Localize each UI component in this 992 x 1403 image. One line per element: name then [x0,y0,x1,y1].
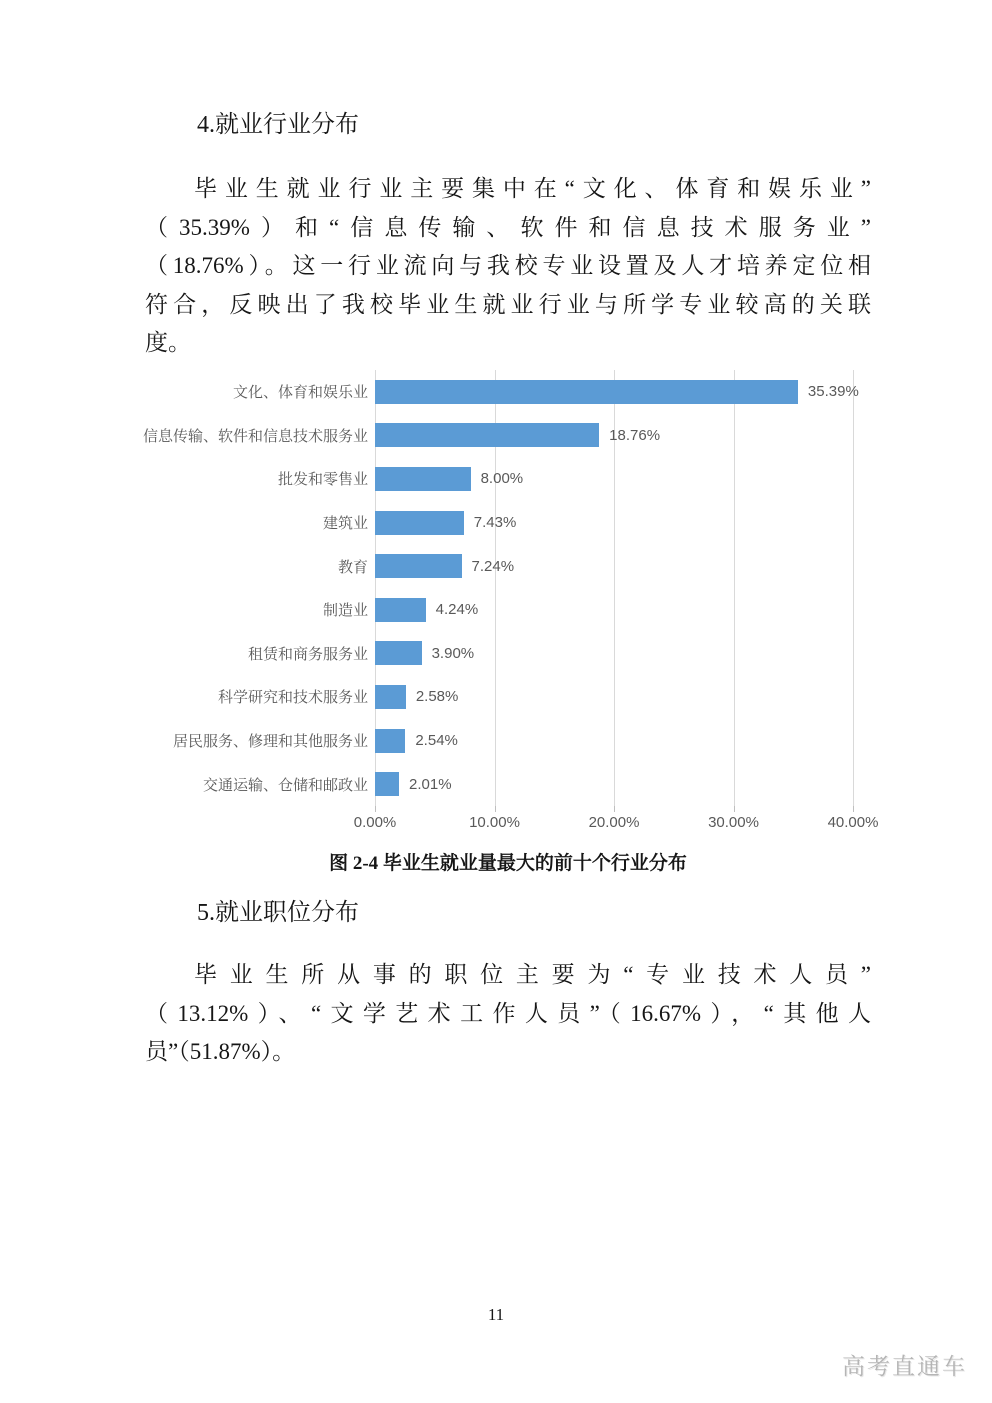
chart-caption: 图 2-4 毕业生就业量最大的前十个行业分布 [329,852,687,874]
paragraph-line: （35.39%）和“信息传输、软件和信息技术服务业” [145,214,871,240]
chart-category-label: 租赁和商务服务业 [247,645,368,663]
chart-category-label: 科学研究和技术服务业 [217,689,368,707]
section-4-paragraph [145,170,871,363]
chart-bar [375,380,798,404]
watermark: 高考直通车 [842,1353,967,1379]
chart-bar-area [375,414,992,458]
chart-value-label: 2.58% [415,688,459,706]
chart-value-label: 18.76% [609,426,661,444]
paragraph-line: （13.12%）、“文学艺术工作人员”（16.67%），“其他人 [145,1000,871,1026]
chart-category-label: 文化、体育和娱乐业 [232,384,368,402]
chart-bar [375,729,405,753]
chart-bar [375,511,464,535]
chart-axis-tick-label: 40.00% [827,813,879,831]
paragraph-line: 度。 [145,330,191,356]
chart-bar-area [375,544,992,588]
chart-category-label: 批发和零售业 [277,471,368,489]
chart-row [0,762,992,806]
chart-bar-area [375,762,992,806]
chart-row [0,544,992,588]
section-4-heading: 4.就业行业分布 [197,112,359,138]
page-number: 11 [487,1305,505,1324]
chart-category-label: 建筑业 [322,515,368,533]
chart-category-label: 交通运输、仓储和邮政业 [202,776,368,794]
chart-row [0,457,992,501]
chart-value-label: 35.39% [807,383,859,401]
chart-bar-area [375,632,992,676]
chart-value-label: 7.24% [471,557,515,575]
chart-value-label: 3.90% [431,644,475,662]
paragraph-line: 毕业生就业行业主要集中在“文化、体育和娱乐业” [194,176,871,201]
industry-distribution-bar-chart [0,370,992,832]
chart-bar [375,598,426,622]
chart-category-label: 制造业 [322,602,368,620]
chart-bar [375,423,599,447]
chart-category-label: 居民服务、修理和其他服务业 [172,733,368,751]
chart-value-label: 8.00% [480,470,524,488]
chart-value-label: 7.43% [473,514,517,532]
chart-row [0,370,992,414]
chart-row [0,675,992,719]
chart-row [0,632,992,676]
chart-rows [0,370,992,806]
chart-axis-tick-label: 30.00% [708,813,759,831]
paragraph-line: 毕业生所从事的职位主要为“专业技术人员” [194,961,871,987]
chart-axis-tick [614,806,615,812]
chart-row [0,719,992,763]
chart-bar [375,772,399,796]
chart-axis-tick [495,806,496,812]
paragraph-line: 符合，反映出了我校毕业生就业行业与所学专业较高的关联 [145,291,871,317]
chart-category-label: 教育 [337,558,368,576]
chart-bar-area [375,370,992,414]
chart-bar [375,554,462,578]
chart-value-label: 2.54% [415,732,458,750]
chart-axis-tick [734,806,735,812]
chart-axis-tick [375,806,376,812]
chart-value-label: 2.01% [409,775,452,793]
chart-value-label: 4.24% [435,601,479,619]
paragraph-line: （18.76%）。这一行业流向与我校专业设置及人才培养定位相 [145,253,871,279]
chart-axis-tick-label: 0.00% [353,813,397,831]
chart-bar-area [375,719,992,763]
chart-bar-area [375,501,992,545]
chart-axis-tick-label: 10.00% [469,813,520,831]
section-5-paragraph [145,956,871,1072]
section-5-heading: 5.就业职位分布 [197,899,359,926]
chart-bar-area [375,675,992,719]
chart-category-label: 信息传输、软件和信息技术服务业 [142,427,368,445]
chart-bar [375,467,471,491]
paragraph-line: 员”（51.87%）。 [145,1039,296,1065]
chart-axis-tick [853,806,854,812]
chart-row [0,414,992,458]
chart-bar [375,641,422,665]
chart-row [0,501,992,545]
chart-bar-area [375,588,992,632]
chart-row [0,588,992,632]
chart-bar [375,685,406,709]
chart-axis-tick-label: 20.00% [588,813,640,831]
chart-bar-area [375,457,992,501]
